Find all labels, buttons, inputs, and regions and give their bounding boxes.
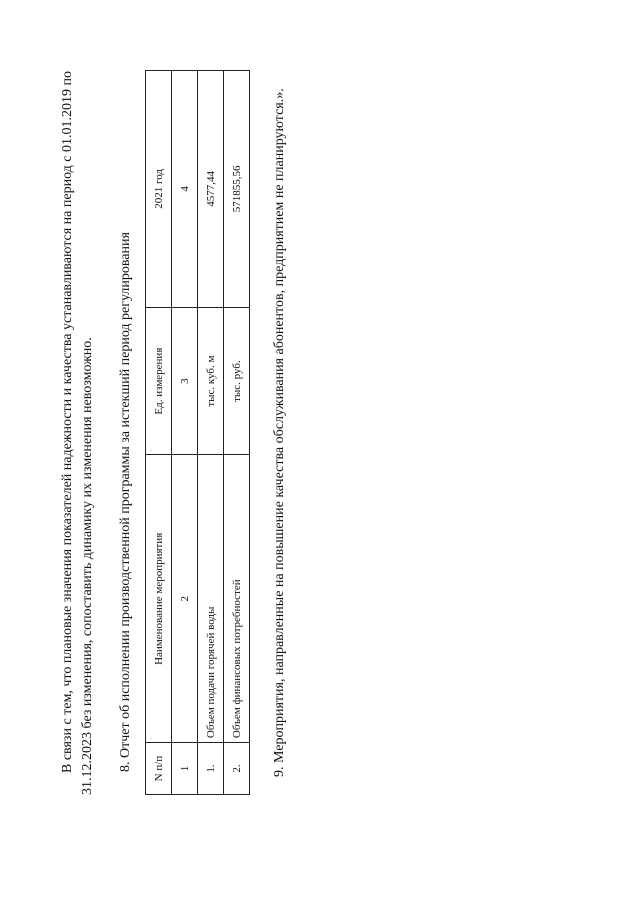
numbering-cell: 4 (172, 71, 198, 308)
header-cell-unit: Ед. измерения (146, 307, 172, 455)
report-table (145, 70, 250, 795)
table-row (224, 71, 250, 795)
table-numbering-row (172, 71, 198, 795)
header-cell-number: N п/п (146, 743, 172, 795)
section-8-heading: 8. Отчет об исполнении производственной программы за истекший период регулирования (118, 232, 133, 772)
table-row (198, 71, 224, 795)
header-cell-year: 2021 год (146, 71, 172, 308)
header-cell-activity: Наименование мероприятия (146, 455, 172, 743)
unit-cell: тыс. руб. (224, 307, 250, 455)
numbering-cell: 1 (172, 743, 198, 795)
intro-paragraph: В связи с тем, что плановые значения показателей надежности и качества устанавливаются на период с 01.01.2019 по 31.12.2023 без изменения, сопоставить динамику их изменения невозможно. (60, 71, 95, 795)
unit-cell: тыс. куб. м (198, 307, 224, 455)
activity-name-cell: Объем подачи горячей воды (198, 455, 224, 743)
table-header-row (146, 71, 172, 795)
row-number-cell: 2. (224, 743, 250, 795)
numbering-cell: 3 (172, 307, 198, 455)
value-cell: 571855,56 (224, 71, 250, 308)
value-cell: 4577,44 (198, 71, 224, 308)
activity-name-cell: Объем финансовых потребностей (224, 455, 250, 743)
numbering-cell: 2 (172, 455, 198, 743)
section-9-heading: 9. Мероприятия, направленные на повышение качества обслуживания абонентов, предприятием не планируются.». (272, 88, 287, 777)
row-number-cell: 1. (198, 743, 224, 795)
